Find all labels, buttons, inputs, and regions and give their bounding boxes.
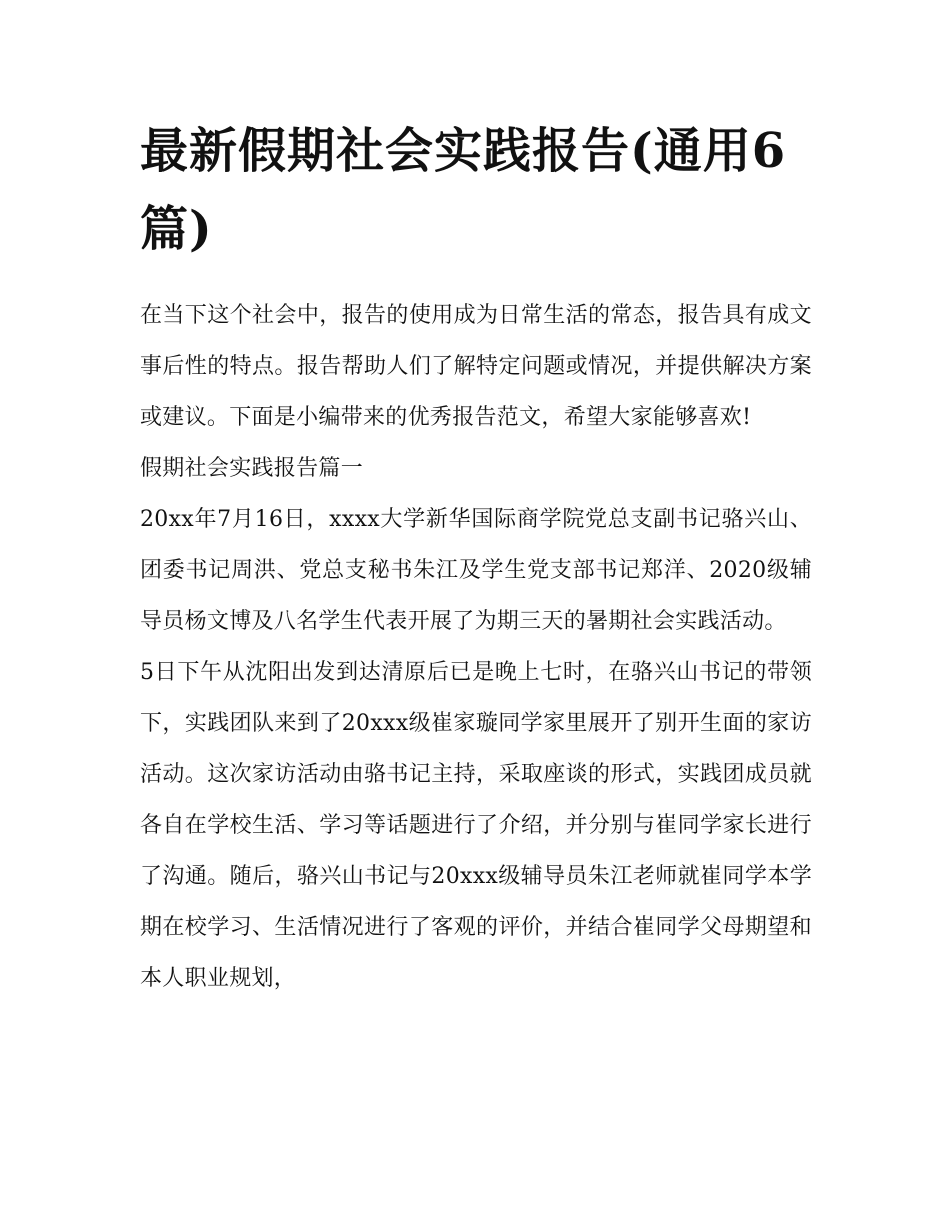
body-paragraph-2: 5日下午从沈阳出发到达清原后已是晚上七时，在骆兴山书记的带领下，实践团队来到了20xxx级崔家璇同学家里展开了别开生面的家访活动。这次家访活动由骆书记主持，采取座谈的形式，实践团成员就各自在学校生活、学习等话题进行了介绍，并分别与崔同学家长进行了沟通。随后，骆兴山书记与20xxx级辅导员朱江老师就崔同学本学期在校学习、生活情况进行了客观的评价，并结合崔同学父母期望和本人职业规划， [140,660,812,991]
document-body [140,290,812,1004]
body-paragraph-1: 20xx年7月16日，xxxx大学新华国际商学院党总支副书记骆兴山、团委书记周洪、党总支秘书朱江及学生党支部书记郑洋、2020级辅导员杨文博及八名学生代表开展了为期三天的暑期社会实践活动。 [140,507,812,634]
section-heading: 假期社会实践报告篇一 [140,456,364,481]
intro-paragraph: 在当下这个社会中，报告的使用成为日常生活的常态，报告具有成文事后性的特点。报告帮助人们了解特定问题或情况，并提供解决方案或建议。下面是小编带来的优秀报告范文，希望大家能够喜欢! [140,303,812,430]
document-title: 最新假期社会实践报告(通用6篇) [140,123,787,257]
